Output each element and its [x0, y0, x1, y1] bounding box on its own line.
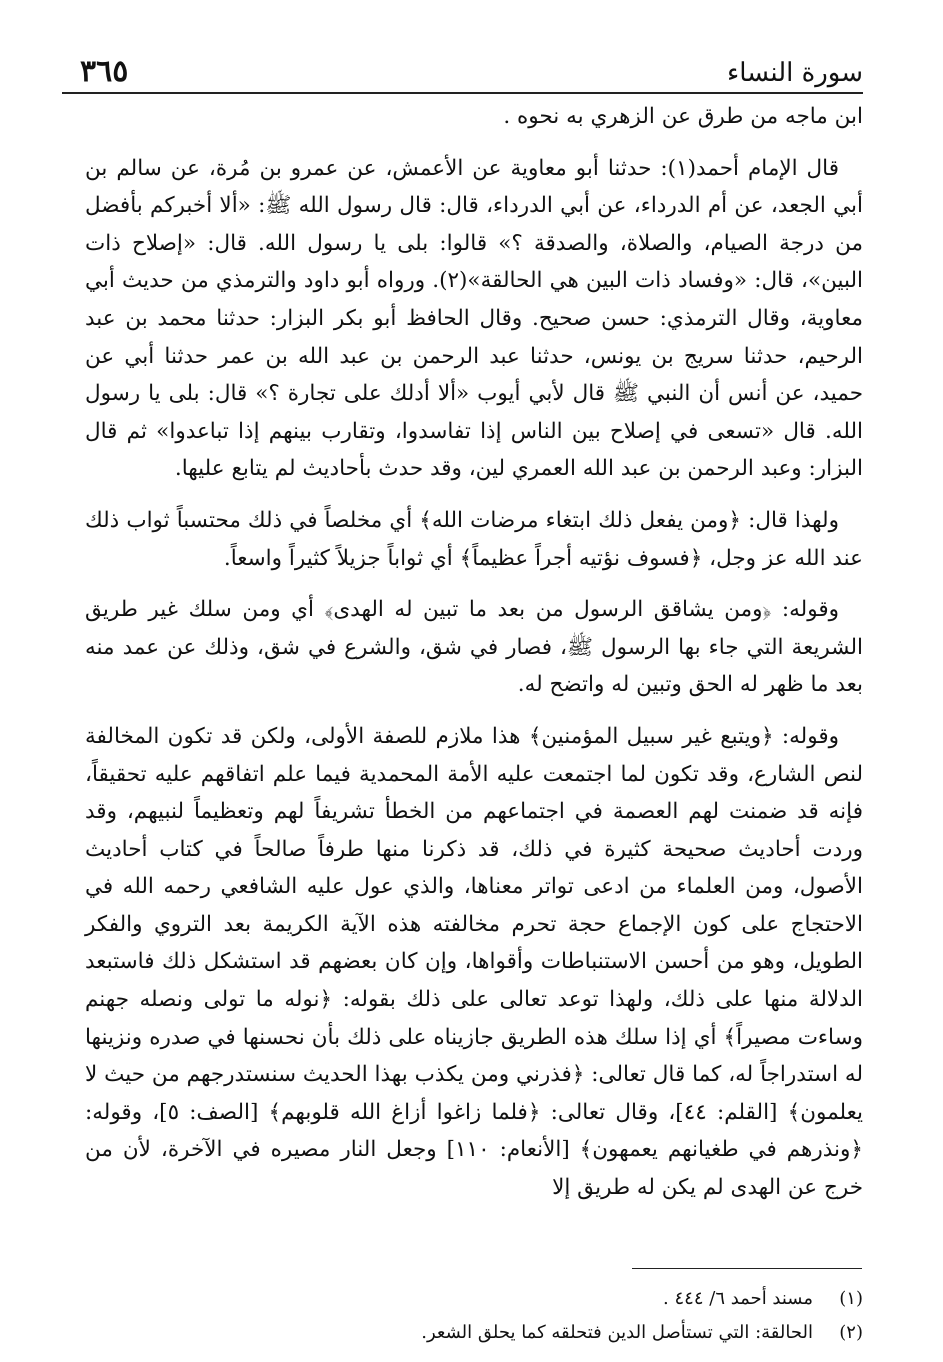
- footnote-divider: [632, 1268, 862, 1269]
- footnote-text: مسند أحمد ٦/ ٤٤٤ .: [663, 1288, 813, 1309]
- footnote: [200, 1316, 863, 1350]
- page-number: ٣٦٥: [80, 54, 129, 89]
- paragraph: وقوله: ﴿ومن يشاقق الرسول من بعد ما تبين له الهدى﴾ أي ومن سلك غير طريق الشريعة التي جاء بها الرسول ﷺ، فصار في شق، والشرع في شق، وذلك عن عمد منه بعد ما ظهر له الحق وتبين له واتضح له.: [85, 597, 863, 698]
- footnote-number: (١): [839, 1288, 863, 1309]
- footnote: [200, 1282, 863, 1316]
- page-header: [62, 52, 863, 94]
- footnote-text: الحالقة: التي تستأصل الدين فتحلقه كما يحلق الشعر.: [421, 1322, 813, 1343]
- paragraph: وقوله: ﴿ويتبع غير سبيل المؤمنين﴾ هذا ملازم للصفة الأولى، ولكن قد تكون المخالفة لنص الشارع، وقد تكون لما اجتمعت عليه الأمة المحمدية فيما علم اتفاقهم عليه تحقيقاً، فإنه قد ضمنت لهم العصمة في اجتماعهم من الخطأ تشريفاً لهم وتعظيماً لنبيهم، وقد وردت أحاديث صحيحة كثيرة في ذلك، قد ذكرنا منها طرفاً صالحاً في كتاب أحاديث الأصول، ومن العلماء من ادعى تواتر معناها، والذي عول عليه الشافعي رحمه الله في الاحتجاج على كون الإجماع حجة تحرم مخالفته هذه الآية الكريمة بعد التروي والفكر الطويل، وهو من أحسن الاستنباطات وأقواها، وإن كان بعضهم قد استشكل ذلك فاستبعد الدلالة منها على ذلك، ولهذا توعد تعالى على ذلك بقوله: ﴿نوله ما تولى ونصله جهنم وساءت مصيراً﴾ أي إذا سلك هذه الطريق جازيناه على ذلك بأن نحسنها في صدره ونزينها له استدراجاً له، كما قال تعالى: ﴿فذرني ومن يكذب بهذا الحديث سنستدرجهم من حيث لا يعلمون﴾ [القلم: ٤٤]، وقال تعالى: ﴿فلما زاغوا أزاغ الله قلوبهم﴾ [الصف: ٥]، وقوله: ﴿ونذرهم في طغيانهم يعمهون﴾ [الأنعام: ١١٠] وجعل النار مصيره في الآخرة، لأن من خرج عن الهدى لم يكن له طريق إلا: [85, 723, 863, 1201]
- paragraph: ولهذا قال: ﴿ومن يفعل ذلك ابتغاء مرضات الله﴾ أي مخلصاً في ذلك محتسباً ثواب ذلك عند الله عز وجل، ﴿فسوف نؤتيه أجراً عظيماً﴾ أي ثواباً جزيلاً كثيراً واسعاً.: [85, 507, 863, 571]
- surah-title: سورة النساء: [727, 58, 863, 88]
- main-text: [85, 98, 863, 1221]
- footnote-number: (٢): [839, 1322, 863, 1343]
- footnotes: [200, 1282, 863, 1350]
- paragraph: قال الإمام أحمد(١): حدثنا أبو معاوية عن الأعمش، عن عمرو بن مُرة، عن سالم بن أبي الجعد، عن أم الدرداء، عن أبي الدرداء، قال: قال رسول الله ﷺ: «ألا أخبركم بأفضل من درجة الصيام، والصلاة، والصدقة ؟» قالوا: بلى يا رسول الله. قال: «إصلاح ذات البين»، قال: «وفساد ذات البين هي الحالقة»(٢). ورواه أبو داود والترمذي من حديث أبي معاوية، وقال الترمذي: حسن صحيح. وقال الحافظ أبو بكر البزار: حدثنا محمد بن عبد الرحيم، حدثنا سريج بن يونس، حدثنا عبد الرحمن بن عبد الله بن عمر حدثنا أبي عن حميد، عن أنس أن النبي ﷺ قال لأبي أيوب «ألا أدلك على تجارة ؟» قال: بلى يا رسول الله. قال «تسعى في إصلاح بين الناس إذا تفاسدوا، وتقارب بينهم إذا تباعدوا» ثم قال البزار: وعبد الرحمن بن عبد الله العمري لين، وقد حدث بأحاديث لم يتابع عليها.: [85, 155, 863, 482]
- paragraph: ابن ماجه من طرق عن الزهري به نحوه .: [503, 104, 863, 129]
